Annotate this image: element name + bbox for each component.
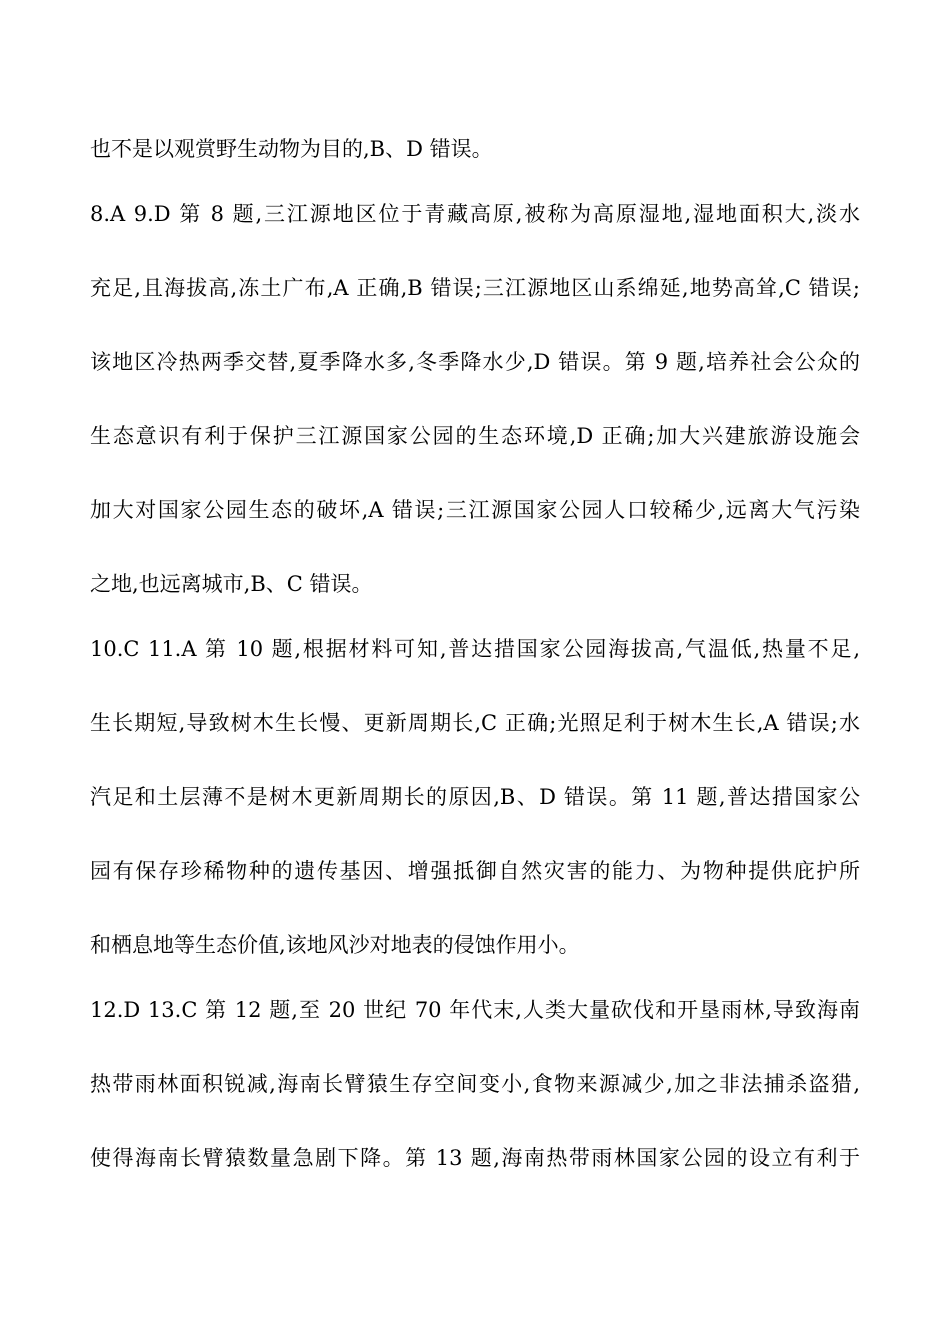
text-line-13: 12.D 13.C 第 12 题,至 20 世纪 70 年代末,人类大量砍伐和开垦雨林,导致海南 [90, 998, 860, 1022]
text-line-14: 热带雨林面积锐减,海南长臂猿生存空间变小,食物来源减少,加之非法捕杀盗猎, [90, 1072, 860, 1096]
text-line-6: 加大对国家公园生态的破坏,A 错误;三江源国家公园人口较稀少,远离大气污染 [90, 498, 860, 522]
text-line-2: 8.A 9.D 第 8 题,三江源地区位于青藏高原,被称为高原湿地,湿地面积大,淡水 [90, 202, 860, 226]
text-line-11: 园有保存珍稀物种的遗传基因、增强抵御自然灾害的能力、为物种提供庇护所 [90, 859, 860, 883]
text-line-9: 生长期短,导致树木生长慢、更新周期长,C 正确;光照足利于树木生长,A 错误;水 [90, 711, 860, 735]
text-line-8: 10.C 11.A 第 10 题,根据材料可知,普达措国家公园海拔高,气温低,热量不足, [90, 637, 860, 661]
text-line-10: 汽足和土层薄不是树木更新周期长的原因,B、D 错误。第 11 题,普达措国家公 [90, 785, 860, 809]
text-line-1: 也不是以观赏野生动物为目的,B、D 错误。 [90, 137, 493, 161]
text-line-15: 使得海南长臂猿数量急剧下降。第 13 题,海南热带雨林国家公园的设立有利于 [90, 1146, 860, 1170]
text-line-12: 和栖息地等生态价值,该地风沙对地表的侵蚀作用小。 [90, 933, 580, 957]
text-line-7: 之地,也远离城市,B、C 错误。 [90, 572, 373, 596]
text-line-5: 生态意识有利于保护三江源国家公园的生态环境,D 正确;加大兴建旅游设施会 [90, 424, 860, 448]
text-line-3: 充足,且海拔高,冻土广布,A 正确,B 错误;三江源地区山系绵延,地势高耸,C 错误; [90, 276, 860, 300]
text-line-4: 该地区冷热两季交替,夏季降水多,冬季降水少,D 错误。第 9 题,培养社会公众的 [90, 350, 860, 374]
